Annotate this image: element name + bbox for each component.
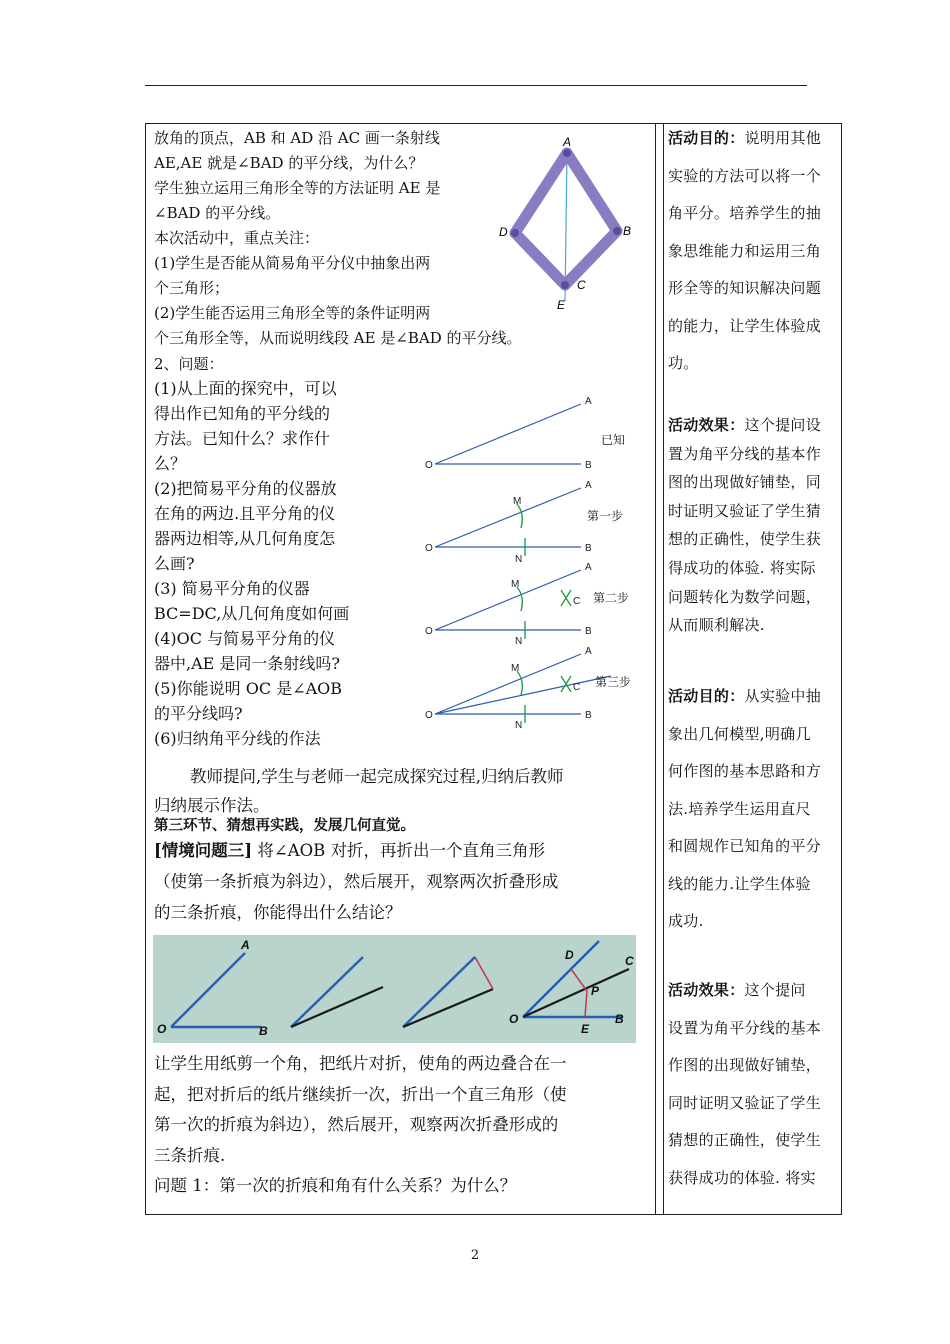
effect-1-line: 时证明又验证了学生猜 — [668, 501, 822, 520]
question-line: 方法。已知什么？求作什 — [154, 429, 331, 448]
effect-1-label: 活动效果： — [668, 416, 745, 434]
angle-bisector-instrument-figure — [485, 125, 639, 321]
given-label-a: A — [585, 396, 592, 407]
effect-1 — [668, 411, 840, 640]
purpose-1-line: 形全等的知识解决问题 — [668, 279, 822, 297]
step3-label-o: O — [425, 710, 433, 721]
effect-1-line: 从而顺利解决. — [668, 616, 765, 635]
question-line: (3) 简易平分角的仪器 — [154, 579, 310, 598]
intro-line: (2)学生能否运用三角形全等的条件证明两 — [154, 304, 431, 322]
scenario-line: 将∠AOB 对折，再折出一个直角三角形 — [252, 841, 546, 860]
section-2-title: 2、问题： — [154, 355, 224, 373]
step1-label-b: B — [585, 543, 592, 554]
step3-bisector — [435, 676, 611, 714]
step3-label-b: B — [585, 710, 592, 721]
step1-label-o: O — [425, 543, 433, 554]
question-line: 在角的两边.且平分角的仪 — [154, 504, 336, 523]
step2-label-b: B — [585, 626, 592, 637]
intro-line: ∠BAD 的平分线。 — [154, 204, 281, 222]
purpose-2-label: 活动目的： — [668, 687, 745, 705]
given-ray-oa — [435, 404, 581, 464]
kite-label-c: C — [577, 278, 586, 292]
step3-label-n: N — [515, 720, 523, 730]
effect-2-line: 获得成功的体验. 将实 — [668, 1168, 816, 1187]
effect-1-line: 问题转化为数学问题， — [668, 587, 822, 606]
teacher-block — [154, 762, 654, 820]
step1-label-m: M — [513, 496, 522, 507]
step3-label-c: C — [573, 682, 581, 693]
purpose-2-line: 法.培养学生运用直尺 — [668, 799, 811, 818]
section-3-title: 第三环节、猜想再实践，发展几何直觉。 — [154, 817, 415, 834]
purpose-1-label: 活动目的： — [668, 129, 745, 147]
purpose-2-line: 线的能力.让学生体验 — [668, 874, 811, 893]
intro-line: 学生独立运用三角形全等的方法证明 AE 是 — [154, 179, 441, 197]
purpose-2-line: 从实验中抽 — [744, 687, 822, 705]
purpose-1-line: 象思维能力和运用三角 — [668, 241, 822, 260]
effect-2 — [668, 972, 840, 1197]
effect-1-line: 想的正确性，使学生获 — [668, 530, 822, 549]
step2-label-o: O — [425, 626, 433, 637]
step3-arc-m — [517, 671, 522, 695]
question-line: 么画? — [154, 554, 195, 573]
effect-2-line: 这个提问 — [744, 981, 806, 999]
questions-block — [154, 376, 394, 751]
fold-label-c: C — [625, 954, 634, 968]
intro-line: (1)学生是否能从简易角平分仪中抽象出两 — [154, 254, 431, 272]
step2-label-a: A — [585, 562, 592, 573]
question-line: 器中,AE 是同一条射线吗? — [154, 654, 340, 673]
intro-line: 个三角形全等，从而说明线段 AE 是∠BAD 的平分线。 — [154, 329, 522, 347]
question-line: (1)从上面的探究中，可以 — [154, 379, 337, 398]
purpose-2 — [668, 678, 840, 941]
question-line: 的平分线吗? — [154, 704, 243, 723]
purpose-1-line: 说明用其他 — [744, 129, 822, 147]
question-line: 得出作已知角的平分线的 — [154, 404, 331, 423]
question-line: 器两边相等,从几何角度怎 — [154, 529, 336, 548]
step2-arc-m — [517, 587, 522, 611]
kite-label-b: B — [623, 224, 632, 238]
fold4-label-o: O — [509, 1012, 519, 1026]
effect-1-line: 得成功的体验. 将实际 — [668, 558, 816, 577]
step1-ray-oa — [435, 488, 581, 547]
effect-1-line: 这个提问设 — [744, 416, 822, 434]
step-label-2: 第二步 — [593, 591, 630, 605]
question-line: (6)归纳角平分线的作法 — [154, 729, 321, 748]
kite-label-d: D — [499, 225, 508, 239]
purpose-1 — [668, 120, 840, 383]
scenario-label: [情境问题三] — [154, 841, 253, 860]
question-line: 么？ — [154, 454, 187, 473]
column-divider-inner — [663, 124, 664, 1214]
page-number: 2 — [470, 1248, 480, 1263]
scenario-block — [154, 835, 654, 928]
step1-label-a: A — [585, 480, 592, 491]
effect-1-line: 图的出现做好铺垫，同 — [668, 473, 822, 492]
student-line: 三条折痕. — [154, 1145, 226, 1165]
header-rule — [145, 85, 807, 86]
effect-2-label: 活动效果： — [668, 981, 745, 999]
effect-2-line: 猜想的正确性，使学生 — [668, 1131, 822, 1149]
intro-line: 个三角形； — [154, 279, 230, 297]
step-label-given: 已知 — [601, 433, 626, 447]
given-label-o: O — [425, 460, 433, 471]
step2-ray-oa — [435, 570, 581, 630]
purpose-2-line: 象出几何模型,明确几 — [668, 724, 811, 743]
intro-line: 放角的顶点，AB 和 AD 沿 AC 画一条射线 — [154, 129, 440, 147]
column-divider — [655, 124, 656, 1214]
fold-label-b: B — [259, 1024, 268, 1038]
fold-label-p: P — [591, 984, 600, 998]
fold4-label-b: B — [615, 1012, 624, 1026]
teacher-line: 教师提问,学生与老师一起完成探究过程,归纳后教师 — [190, 767, 564, 786]
given-label-b: B — [585, 460, 592, 471]
student-block — [154, 1049, 654, 1202]
fold-label-e: E — [581, 1022, 590, 1036]
step2-label-c: C — [573, 596, 581, 607]
step2-label-n: N — [515, 636, 523, 647]
fold-label-o: O — [157, 1022, 167, 1036]
question-line: BC=DC,从几何角度如何画 — [154, 604, 350, 623]
step2-label-m: M — [511, 579, 520, 590]
construction-steps-figure — [421, 394, 641, 730]
question-line: (5)你能说明 OC 是∠AOB — [154, 679, 343, 698]
step3-arc-cross — [561, 676, 571, 692]
intro-line: 本次活动中，重点关注： — [154, 229, 320, 247]
student-line: 第一次的折痕为斜边），然后展开，观察两次折叠形成的 — [154, 1115, 559, 1134]
student-line: 让学生用纸剪一个角，把纸片对折，使角的两边叠合在一 — [154, 1054, 567, 1073]
effect-1-line: 置为角平分线的基本作 — [668, 444, 822, 463]
step1-label-n: N — [515, 554, 523, 565]
purpose-2-line: 和圆规作已知角的平分 — [668, 837, 822, 855]
purpose-1-line: 功。 — [668, 354, 699, 372]
step3-label-a: A — [585, 646, 592, 657]
student-line: 问题 1：第一次的折痕和角有什么关系？为什么？ — [154, 1176, 517, 1195]
purpose-2-line: 何作图的基本思路和方 — [668, 762, 822, 780]
purpose-2-line: 成功. — [668, 912, 704, 930]
purpose-1-line: 的能力，让学生体验成 — [668, 316, 822, 335]
paper-folding-figure — [153, 935, 636, 1043]
step-label-1: 第一步 — [587, 509, 624, 523]
step-label-3: 第三步 — [595, 675, 632, 689]
effect-2-line: 设置为角平分线的基本 — [668, 1018, 822, 1037]
scenario-line: 的三条折痕，你能得出什么结论？ — [154, 903, 402, 922]
scenario-line: （使第一条折痕为斜边），然后展开，观察两次折叠形成 — [154, 872, 559, 891]
intro-line: AE,AE 就是∠BAD 的平分线，为什么？ — [154, 154, 424, 172]
fold-label-a: A — [241, 938, 250, 952]
lesson-table — [145, 123, 842, 1215]
fold-label-d: D — [565, 948, 574, 962]
effect-2-line: 同时证明又验证了学生 — [668, 1093, 822, 1112]
step3-ray-oa — [435, 654, 581, 714]
step3-label-m: M — [511, 663, 520, 674]
kite-label-a: A — [563, 135, 572, 149]
purpose-1-line: 实验的方法可以将一个 — [668, 166, 822, 185]
question-line: (2)把简易平分角的仪器放 — [154, 479, 337, 498]
purpose-1-line: 角平分。培养学生的抽 — [668, 204, 822, 222]
step1-arc-m — [517, 504, 522, 528]
kite-label-e: E — [557, 298, 566, 312]
step2-arc-cross — [561, 590, 571, 606]
effect-2-line: 作图的出现做好铺垫， — [668, 1056, 822, 1074]
student-line: 起，把对折后的纸片继续折一次，折出一个直三角形（使 — [154, 1084, 567, 1104]
question-line: (4)OC 与简易平分角的仪 — [154, 629, 336, 648]
teacher-line: 归纳展示作法。 — [154, 796, 270, 815]
